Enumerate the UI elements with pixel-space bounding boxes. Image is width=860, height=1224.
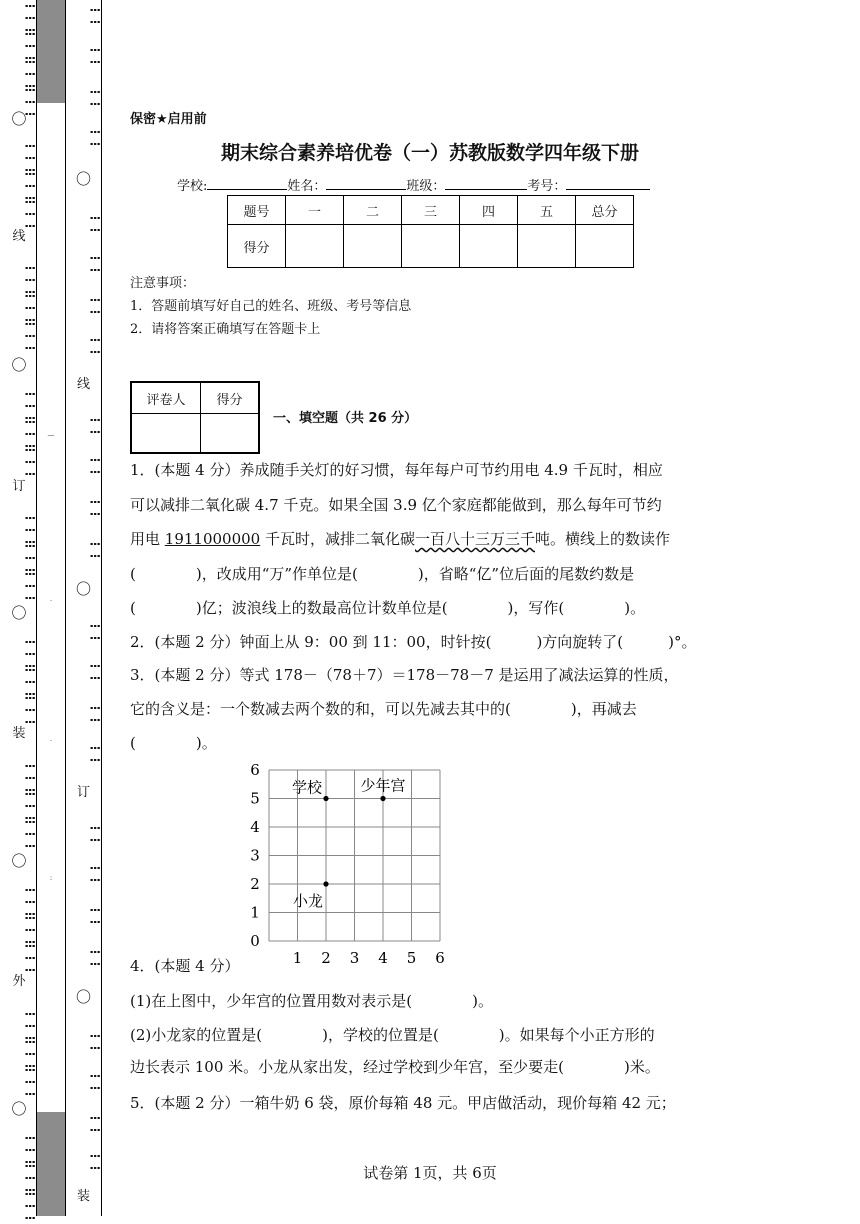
dotted-cut-line: ⋮⋮ — [88, 620, 102, 644]
question-3-line: ( )。 — [130, 734, 217, 752]
x-tick-label: 1 — [292, 949, 303, 964]
dotted-cut-line: ⋮⋮ — [88, 1112, 102, 1136]
wavy-underlined-number: 一百八十三万三千 — [415, 530, 536, 548]
question-1-line: ( )亿；波浪线上的数最高位计数单位是( )，写作( )。 — [130, 599, 646, 617]
question-4-line: 边长表示 100 米。小龙从家出发，经过学校到少年宫，至少要走( )米。 — [130, 1058, 660, 1076]
dotted-cut-line: ⋮⋮⋮ — [23, 56, 37, 92]
grader-score-label: 得分 — [201, 382, 260, 414]
dotted-cut-line: ⋮⋮⋮ — [23, 636, 37, 672]
question-4-label: 4．(本题 4 分） — [130, 957, 240, 975]
binding-hole-icon: 〇 — [75, 988, 91, 1006]
score-cell[interactable] — [402, 225, 460, 268]
binding-label: 装 — [76, 1189, 90, 1204]
binding-label: 线 — [12, 229, 26, 244]
dotted-cut-line: ⋮⋮⋮ — [23, 388, 37, 424]
margin-mark: · — [49, 597, 53, 605]
grid-point-label: 少年宫 — [360, 776, 406, 795]
grid-point — [323, 881, 328, 886]
question-1-line: ( )，改成用“万”作单位是( )，省略“亿”位后面的尾数约数是 — [130, 565, 635, 583]
dotted-cut-line: ⋮⋮ — [88, 702, 102, 726]
dotted-cut-line: ⋮⋮⋮ — [23, 444, 37, 480]
page-title: 期末综合素养培优卷（一）苏教版数学四年级下册 — [220, 142, 639, 164]
score-header: 五 — [518, 196, 576, 225]
grid-point-label: 学校 — [291, 778, 322, 797]
dotted-cut-line: ⋮⋮ — [88, 454, 102, 478]
binding-hole-icon: 〇 — [11, 356, 27, 374]
name-label: 姓名： — [287, 179, 327, 194]
dotted-cut-line: ⋮⋮⋮ — [23, 84, 37, 120]
dotted-cut-line: ⋮⋮⋮ — [23, 1188, 37, 1224]
dotted-cut-line: ⋮⋮⋮ — [23, 28, 37, 64]
q1-text: 吨。横线上的数读作 — [535, 530, 671, 548]
q1-text: 用电 — [130, 530, 165, 548]
dotted-cut-line: ⋮⋮ — [88, 1150, 102, 1174]
dotted-cut-line: ⋮⋮ — [88, 660, 102, 684]
binding-hole-icon: 〇 — [11, 604, 27, 622]
binding-margin — [0, 0, 105, 1224]
y-tick-label: 3 — [250, 846, 260, 865]
dotted-cut-line: ⋮⋮⋮ — [23, 664, 37, 700]
dotted-cut-line: ⋮⋮ — [88, 212, 102, 236]
score-header: 三 — [402, 196, 460, 225]
page-footer: 试卷第 1页，共 6页 — [363, 1164, 497, 1182]
exam-no-field[interactable] — [566, 177, 650, 190]
margin-mark: · — [49, 737, 53, 745]
dotted-cut-line: ⋮⋮ — [88, 862, 102, 886]
binding-label: 外 — [12, 974, 26, 989]
section-heading: 一、填空题（共 26 分） — [273, 411, 418, 426]
dotted-cut-line: ⋮⋮⋮ — [23, 912, 37, 948]
dotted-cut-line: ⋮⋮⋮ — [23, 168, 37, 204]
dotted-cut-line: ⋮⋮⋮ — [23, 318, 37, 354]
student-info-line — [177, 175, 650, 194]
score-cell[interactable] — [286, 225, 344, 268]
x-tick-label: 4 — [378, 949, 388, 964]
dotted-cut-line: ⋮⋮⋮ — [23, 884, 37, 920]
underlined-number: 1911000000 — [164, 530, 261, 548]
dotted-cut-line: ⋮⋮ — [88, 1070, 102, 1094]
coordinate-grid — [236, 764, 456, 964]
dotted-cut-line: ⋮⋮⋮ — [23, 1160, 37, 1196]
exam-no-label: 考号： — [527, 179, 567, 194]
question-2-line: 2．(本题 2 分）钟面上从 9：00 到 11：00，时针按( )方向旋转了( )°。 — [130, 633, 697, 651]
y-tick-label: 6 — [250, 764, 260, 779]
binding-hole-icon: 〇 — [75, 580, 91, 598]
binding-hole-icon: 〇 — [75, 170, 91, 188]
dotted-cut-line: ⋮⋮⋮ — [23, 416, 37, 452]
dotted-cut-line: ⋮⋮⋮ — [23, 1064, 37, 1100]
gray-binding-bar — [36, 0, 66, 1216]
binding-hole-icon: 〇 — [11, 1100, 27, 1118]
grid-point-label: 小龙 — [292, 892, 323, 910]
school-field[interactable] — [207, 177, 287, 190]
dotted-cut-line: ⋮⋮⋮ — [23, 1008, 37, 1044]
dotted-cut-line: ⋮⋮⋮ — [23, 0, 37, 36]
binding-label: 线 — [76, 377, 90, 392]
name-field[interactable] — [326, 177, 406, 190]
coordinate-grid-figure — [236, 764, 456, 964]
binding-label: 订 — [76, 785, 90, 800]
dotted-cut-line: ⋮⋮ — [88, 904, 102, 928]
dotted-cut-line: ⋮⋮⋮ — [23, 1132, 37, 1168]
dotted-cut-line: ⋮⋮⋮ — [23, 760, 37, 796]
dotted-cut-line: ⋮⋮⋮ — [23, 692, 37, 728]
question-3-line: 3．(本题 2 分）等式 178－（78＋7）＝178－78－7 是运用了减法运算的性质， — [130, 666, 679, 684]
grader-cell[interactable] — [131, 414, 201, 454]
gray-block-top — [37, 0, 65, 103]
question-4-line: (2)小龙家的位置是( )，学校的位置是( )。如果每个小正方形的 — [130, 1026, 655, 1044]
y-tick-label: 2 — [250, 875, 260, 893]
class-label: 班级： — [406, 179, 446, 194]
score-header: 总分 — [576, 196, 634, 225]
dotted-cut-line: ⋮⋮⋮ — [23, 512, 37, 548]
dotted-cut-line: ⋮⋮ — [88, 294, 102, 318]
binding-hole-icon: 〇 — [11, 110, 27, 128]
dotted-cut-line: ⋮⋮⋮ — [23, 568, 37, 604]
dotted-cut-line: ⋮⋮⋮ — [23, 788, 37, 824]
grader-label: 评卷人 — [131, 382, 201, 414]
dotted-cut-line: ⋮⋮ — [88, 496, 102, 520]
margin-mark: : — [49, 874, 53, 882]
dotted-cut-line: ⋮⋮⋮ — [23, 1036, 37, 1072]
dotted-cut-line: ⋮⋮⋮ — [23, 262, 37, 298]
notes — [130, 272, 411, 341]
score-cell[interactable] — [576, 225, 634, 268]
question-3-line: 它的含义是：一个数减去两个数的和，可以先减去其中的( )，再减去 — [130, 700, 637, 718]
dotted-cut-line: ⋮⋮ — [88, 946, 102, 970]
dotted-cut-line: ⋮⋮ — [88, 1030, 102, 1054]
dotted-cut-line: ⋮⋮ — [88, 86, 102, 110]
dotted-cut-line: ⋮⋮⋮ — [23, 816, 37, 852]
question-5-line: 5．(本题 2 分）一箱牛奶 6 袋，原价每箱 48 元。甲店做活动，现价每箱 42 元； — [130, 1094, 676, 1112]
class-field[interactable] — [445, 177, 527, 190]
secret-mark: 保密★启用前 — [130, 112, 207, 127]
outer-binding-rail — [2, 0, 37, 1224]
notes-heading: 注意事项： — [130, 276, 196, 291]
x-tick-label: 3 — [349, 949, 360, 964]
dotted-cut-line: ⋮⋮ — [88, 822, 102, 846]
q1-text: 千瓦时，减排二氧化碳 — [260, 530, 415, 548]
dotted-cut-line: ⋮⋮ — [88, 4, 102, 28]
notes-item: 1．答题前填写好自己的姓名、班级、考号等信息 — [130, 299, 412, 314]
inner-binding-rail — [66, 0, 102, 1216]
dotted-cut-line: ⋮⋮ — [88, 742, 102, 766]
dotted-cut-line: ⋮⋮⋮ — [23, 140, 37, 176]
dotted-cut-line: ⋮⋮ — [88, 334, 102, 358]
dotted-cut-line: ⋮⋮⋮ — [23, 290, 37, 326]
question-1-line: 1．(本题 4 分）养成随手关灯的好习惯，每年每户可节约用电 4.9 千瓦时，相应 — [130, 461, 663, 479]
dotted-cut-line: ⋮⋮ — [88, 126, 102, 150]
y-tick-label: 5 — [250, 789, 260, 808]
dotted-cut-line: ⋮⋮ — [88, 252, 102, 276]
score-cell[interactable] — [460, 225, 518, 268]
x-tick-label: 2 — [321, 949, 331, 964]
grid-point — [380, 796, 385, 801]
question-1-line: 可以减排二氧化碳 4.7 千克。如果全国 3.9 亿个家庭都能做到，那么每年可节约 — [130, 496, 662, 514]
dotted-cut-line: ⋮⋮ — [88, 44, 102, 68]
dotted-cut-line: ⋮⋮ — [88, 538, 102, 562]
score-header: 四 — [460, 196, 518, 225]
x-tick-label: 5 — [406, 949, 417, 964]
score-table — [227, 195, 634, 268]
score-header: 一 — [286, 196, 344, 225]
y-tick-label: 1 — [250, 903, 260, 922]
binding-hole-icon: 〇 — [11, 852, 27, 870]
y-tick-label: 0 — [250, 932, 260, 950]
dotted-cut-line: ⋮⋮⋮ — [23, 940, 37, 976]
y-tick-label: 4 — [250, 818, 260, 836]
dotted-cut-line: ⋮⋮ — [88, 414, 102, 438]
x-tick-label: 6 — [435, 949, 445, 964]
binding-label: 订 — [12, 479, 26, 494]
score-row-label: 得分 — [228, 225, 286, 268]
grader-table — [130, 381, 260, 454]
score-cell[interactable] — [344, 225, 402, 268]
question-4-line: (1)在上图中，少年宫的位置用数对表示是( )。 — [130, 992, 493, 1010]
score-header: 二 — [344, 196, 402, 225]
question-1-line — [130, 528, 670, 549]
school-label: 学校: — [177, 179, 208, 194]
binding-label: 装 — [12, 726, 26, 741]
score-cell[interactable] — [518, 225, 576, 268]
dotted-cut-line: ⋮⋮⋮ — [23, 540, 37, 576]
grid-point — [323, 796, 328, 801]
grader-score-cell[interactable] — [201, 414, 260, 454]
score-header: 题号 — [228, 196, 286, 225]
dotted-cut-line: ⋮⋮⋮ — [23, 196, 37, 232]
margin-mark: — — [47, 431, 55, 439]
notes-item: 2．请将答案正确填写在答题卡上 — [130, 322, 321, 337]
